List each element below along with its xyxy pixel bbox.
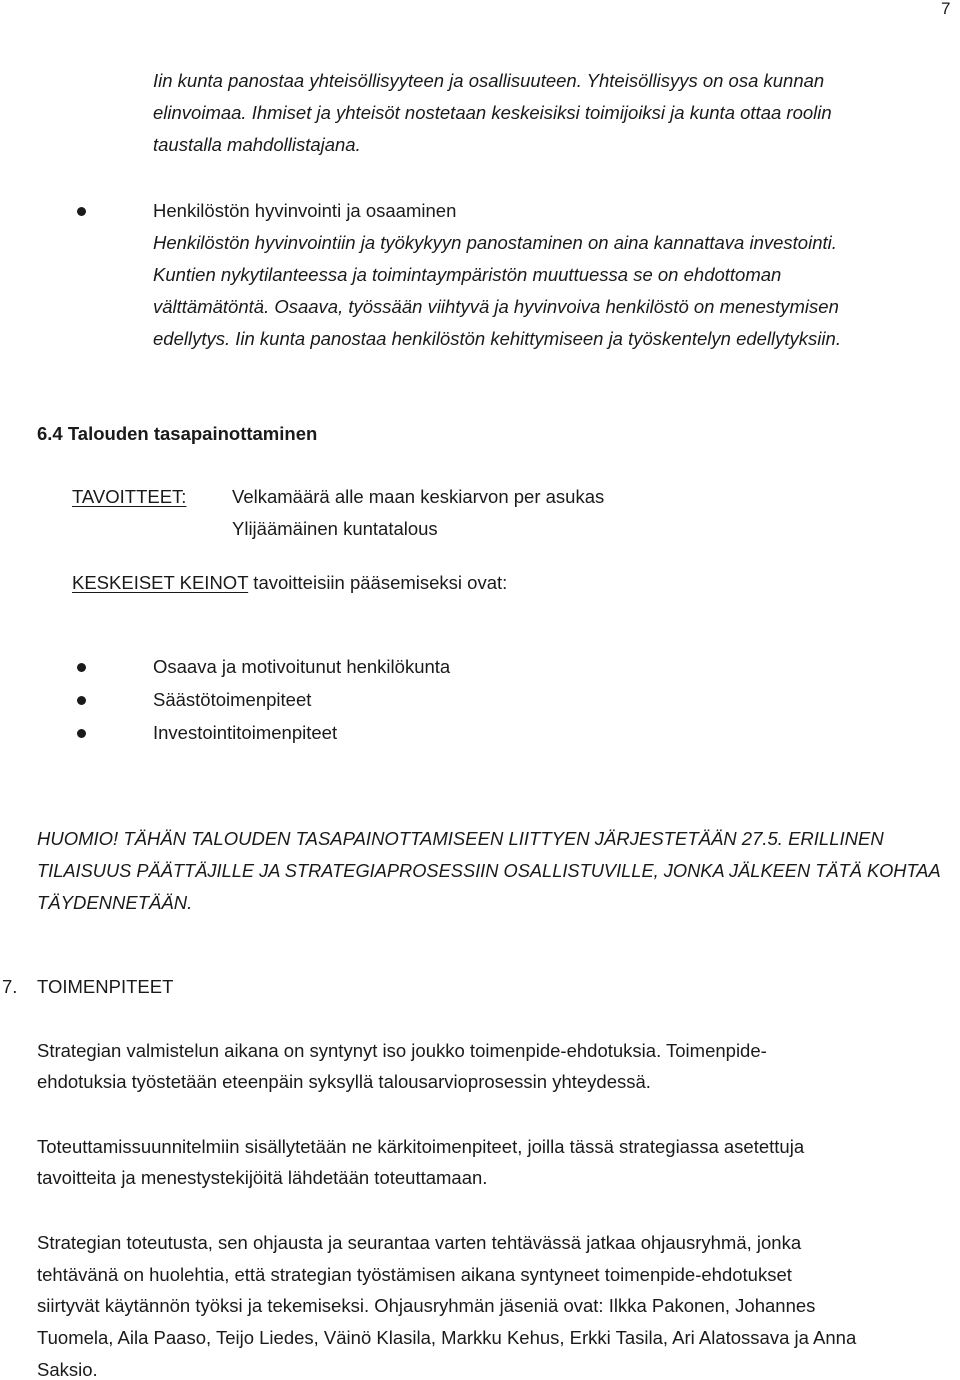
notice-line-2: TILAISUUS PÄÄTTÄJILLE JA STRATEGIAPROSESSIIN OSALLISTUVILLE, JONKA JÄLKEEN TÄTÄ KOHTAA — [37, 860, 941, 881]
means-suffix: tavoitteisiin pääsemiseksi ovat: — [248, 572, 508, 593]
means-item-2: Säästötoimenpiteet — [153, 689, 312, 710]
intro-line-2: elinvoimaa. Ihmiset ja yhteisöt nostetaan keskeisiksi toimijoiksi ja kunta ottaa roolin — [153, 102, 832, 123]
section-7-heading: TOIMENPITEET — [37, 976, 174, 997]
notice-line-1: HUOMIO! TÄHÄN TALOUDEN TASAPAINOTTAMISEEN LIITTYEN JÄRJESTETÄÄN 27.5. ERILLINEN — [37, 828, 884, 849]
staff-item-title: Henkilöstön hyvinvointi ja osaaminen — [153, 200, 457, 221]
p3-line-5: Saksio. — [37, 1359, 98, 1380]
means-item-1: Osaava ja motivoitunut henkilökunta — [153, 656, 451, 677]
p1-line-2: ehdotuksia työstetään eteenpäin syksyllä talousarvioprosessin yhteydessä. — [37, 1071, 651, 1092]
intro-line-1: Iin kunta panostaa yhteisöllisyyteen ja osallisuuteen. Yhteisöllisyys on osa kunnan — [153, 70, 825, 91]
staff-line-2: Kuntien nykytilanteessa ja toimintaympäristön muuttuessa se on ehdottoman — [153, 264, 782, 285]
section-7-number: 7. — [2, 976, 18, 997]
section-6-4-heading: 6.4 Talouden tasapainottaminen — [37, 423, 318, 444]
intro-line-3: taustalla mahdollistajana. — [153, 134, 361, 155]
means-item-3: Investointitoimenpiteet — [153, 722, 338, 743]
means-label: KESKEISET KEINOT — [72, 572, 249, 593]
p3-line-2: tehtävänä on huolehtia, että strategian työstämisen aikana syntyneet toimenpide-ehdotukset — [37, 1264, 792, 1285]
p1-line-1: Strategian valmistelun aikana on syntynyt iso joukko toimenpide-ehdotuksia. Toimenpide- — [37, 1040, 767, 1061]
p3-line-3: siirtyvät käytännön työksi ja tekemiseksi. Ohjausryhmän jäseniä ovat: Ilkka Pakonen, Johannes — [37, 1295, 816, 1316]
p2-line-1: Toteuttamissuunnitelmiin sisällytetään ne kärkitoimenpiteet, joilla tässä strategiassa asetettuja — [37, 1136, 805, 1157]
p3-line-4: Tuomela, Aila Paaso, Teijo Liedes, Väinö Klasila, Markku Kehus, Erkki Tasila, Ari Alatossava ja Anna — [37, 1327, 857, 1348]
staff-line-4: edellytys. Iin kunta panostaa henkilöstön kehittymiseen ja työskentelyn edellytyksiin. — [153, 328, 841, 349]
means-intro — [72, 574, 507, 593]
page-number: 7 — [941, 0, 951, 18]
p2-line-2: tavoitteita ja menestystekijöitä lähdetään toteuttamaan. — [37, 1167, 488, 1188]
bullet-icon — [77, 729, 86, 738]
staff-line-1: Henkilöstön hyvinvointiin ja työkykyyn panostaminen on aina kannattava investointi. — [153, 232, 837, 253]
goal-item-2: Ylijäämäinen kuntatalous — [232, 518, 438, 539]
goals-label: TAVOITTEET: — [72, 486, 187, 507]
bullet-icon — [77, 696, 86, 705]
bullet-icon — [77, 663, 86, 672]
p3-line-1: Strategian toteutusta, sen ohjausta ja seurantaa varten tehtävässä jatkaa ohjausryhmä, jonka — [37, 1232, 802, 1253]
staff-line-3: välttämätöntä. Osaava, työssään viihtyvä ja hyvinvoiva henkilöstö on menestymisen — [153, 296, 839, 317]
goal-item-1: Velkamäärä alle maan keskiarvon per asukas — [232, 486, 605, 507]
bullet-icon — [77, 207, 86, 216]
notice-line-3: TÄYDENNETÄÄN. — [37, 892, 193, 913]
